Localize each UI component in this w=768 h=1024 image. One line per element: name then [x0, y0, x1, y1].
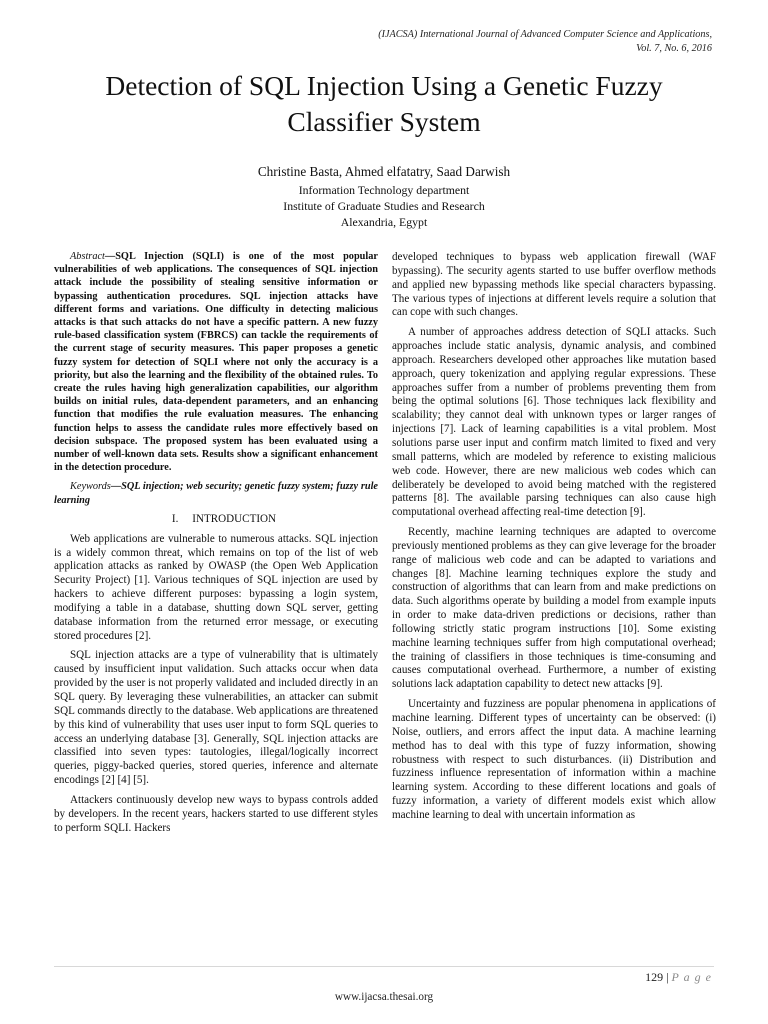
intro-paragraph-1: Web applications are vulnerable to numerous attacks. SQL injection is a widely common threat, which remains on top of the list of web application attacks as ranked by OWASP (the Open Web Application Security Project) [1]. Various techniques of SQL injection are used by hackers to achieve different purposes: bypassing a login system, modifying a table in a database, shutting down SQL server, getting database information from the returned error message, or executing stored procedures [2].: [54, 532, 378, 642]
section-number: I.: [171, 512, 179, 525]
authors: Christine Basta, Ahmed elfatatry, Saad Darwish: [257, 164, 511, 179]
page-word: P a g e: [671, 970, 712, 984]
affiliation: [0, 182, 768, 230]
keywords: [54, 480, 378, 506]
page-number-value: 129: [645, 970, 664, 984]
journal-volume: Vol. 7, No. 6, 2016: [636, 43, 712, 54]
right-column: [392, 251, 716, 829]
section-heading-introduction: [54, 513, 378, 527]
title-line-2: Classifier System: [287, 106, 481, 137]
journal-header: [378, 28, 712, 56]
right-paragraph-2: A number of approaches address detection of SQLI attacks. Such approaches include static analysis, dynamic analysis, and combined approach. Researchers developed other approaches like mutation based approach, query tokenization and applying regular expressions. These approaches suffer from a number of problems preventing them from being the optimal solutions [6]. Those techniques lack flexibility and scalability; they cannot deal with unknown types or larger ranges of injections [7]. Lack of learning capabilities is a vital problem. Most solutions parse user input and confirm match limited to fixed and very small patterns, which are modeled by reference to existing malicious web code. However, there are new malicious web codes which can deliberately be developed to avoid being matched with the registered patterns [8]. The available parsing techniques can also cause high computational overhead affecting real-time detection [9].: [392, 326, 716, 519]
intro-paragraph-2: SQL injection attacks are a type of vulnerability that is ultimately caused by insufficient input validation. Such attacks occur when data provided by the user is not properly validated and included directly in an SQL query. By leveraging these vulnerabilities, an attacker can submit SQL commands directly to the database. Web applications are threatened by this kind of vulnerability that uses user input to form SQL queries to access an underlying database [3]. Generally, SQL injection attacks are classified into seven types: tautologies, illegal/logically incorrect queries, piggy-backed queries, stored queries, inference and alternate encodings [2] [4] [5].: [54, 649, 378, 787]
paper-title: [40, 68, 728, 140]
right-paragraph-4: Uncertainty and fuzziness are popular phenomena in applications of machine learning. Different types of uncertainty can be observed: (i) Noise, outliers, and errors affect the input data. A machine learning method has to deal with this type of fuzzy information, showing robustness with respect to such disturbances. (ii) Distribution and fuzziness influence representation of information within a machine learning system. According to these different locations and goals of fuzzy information, a variety of different models exist which allow machine learning to deal with uncertain information as: [392, 698, 716, 821]
left-column: [54, 250, 378, 841]
title-line-1: Detection of SQL Injection Using a Genetic Fuzzy: [105, 70, 663, 101]
section-title-first-letter: I: [192, 512, 196, 525]
abstract: [54, 250, 378, 474]
abstract-label: Abstract: [70, 251, 105, 262]
section-title-rest: NTRODUCTION: [195, 512, 277, 525]
affiliation-institute: Institute of Graduate Studies and Research: [283, 199, 485, 213]
keywords-label: Keywords: [70, 481, 111, 493]
page-number: [645, 970, 712, 985]
footer-divider: [54, 966, 714, 967]
page-separator: |: [663, 970, 672, 984]
right-paragraph-1: developed techniques to bypass web application firewall (WAF bypassing). The security agents started to use buffer overflow methods and applied new bypassing methods like special characters bypassing. The various types of injections at different levels require a solution that can cope with such changes.: [392, 251, 716, 319]
keywords-text: —SQL injection; web security; genetic fuzzy system; fuzzy rule learning: [54, 481, 378, 506]
journal-website[interactable]: www.ijacsa.thesai.org: [334, 991, 434, 1003]
right-paragraph-3: Recently, machine learning techniques are adapted to overcome previously mentioned problems as they can give leverage for the broader range of malicious web code and can be adapted to variations and changes [8]. Machine learning techniques explore the study and construction of algorithms that can learn from and make predictions on data. Such algorithms operate by building a model from example inputs in order to make data-driven predictions or decisions, rather than following strictly static program instructions [10]. Some existing machine learning techniques suffer from high computational overhead; the training of classifiers in those techniques is time-consuming and causes computational overhead. Furthermore, a number of existing solutions lack adaptation capability to detect new attacks [9].: [392, 526, 716, 691]
affiliation-department: Information Technology department: [298, 183, 470, 197]
journal-name: (IJACSA) International Journal of Advanced Computer Science and Applications,: [378, 29, 712, 40]
intro-paragraph-3: Attackers continuously develop new ways to bypass controls added by developers. In the recent years, hackers started to use different styles to perform SQLI. Hackers: [54, 793, 378, 834]
abstract-text: —SQL Injection (SQLI) is one of the most popular vulnerabilities of web applications. The consequences of SQL injection attack include the possibility of stealing sensitive information or bypassing authentication procedures. SQL injection attacks have different forms and variations. One difficulty in detecting malicious attacks is that such attacks do not have a specific pattern. A new fuzzy rule-based classification system (FBRCS) can tackle the requirements of the current stage of security measures. This paper proposes a genetic fuzzy system for detection of SQLI where not only the accuracy is a priority, but also the learning and the flexibility of the obtained rules. To create the rules having high generalization capabilities, our algorithm builds on initial rules, data-dependent parameters, and an enhancing function that modifies the rule evaluation measures. The enhancing function helps to assess the candidate rules more effectively based on decision subspace. The proposed system has been evaluated using a number of well-known data sets. Results show a significant enhancement in the detection procedure.: [54, 251, 378, 474]
affiliation-city: Alexandria, Egypt: [340, 215, 428, 229]
